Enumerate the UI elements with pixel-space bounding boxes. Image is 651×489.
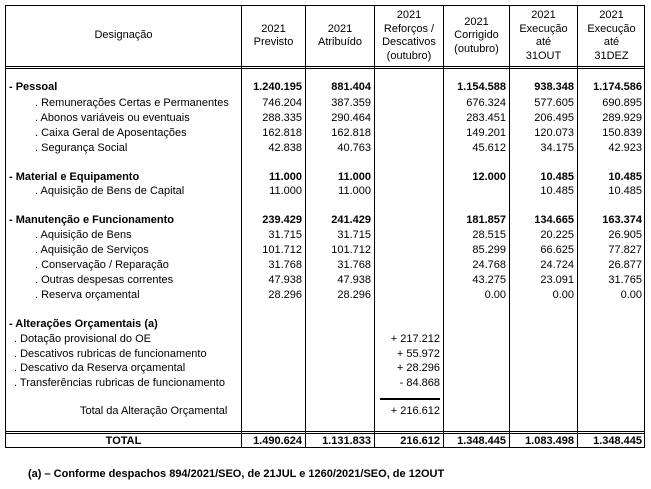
row-value-prev: 42.838 [268, 142, 302, 154]
row-value-eout: 10.485 [540, 185, 574, 197]
row-value-atrib: 31.715 [337, 229, 371, 241]
row-value-eout: 20.225 [540, 229, 574, 241]
footnote: (a) – Conforme despachos 894/2021/SEO, de 21JUL e 1260/2021/SEO, de 12OUT [28, 468, 445, 480]
row-value-eout: 0.00 [552, 289, 574, 301]
row-label: . Conservação / Reparação [35, 259, 169, 271]
row-value-corr: 1.154.588 [457, 81, 506, 93]
sum-underline [380, 398, 440, 400]
row-value-corr: 12.000 [472, 171, 506, 183]
row-value-edez: 690.895 [602, 97, 642, 109]
header-corrigido: 2021 Corrigido (outubro) [454, 15, 499, 55]
row-value-prev: 746.204 [262, 97, 302, 109]
header-execucao-out: 2021 Execução até 31OUT [519, 9, 568, 62]
row-value-atrib: 31.768 [337, 259, 371, 271]
row-value-prev: 1.240.195 [253, 81, 302, 93]
row-label: . Caixa Geral de Aposentações [35, 127, 187, 139]
total-execucao-dez: 1.348.445 [593, 435, 642, 447]
row-value-prev: 47.938 [268, 274, 302, 286]
row-value-ref: + 217.212 [390, 333, 440, 345]
row-value-prev: 31.768 [268, 259, 302, 271]
row-value-eout: 34.175 [540, 142, 574, 154]
row-label: . Outras despesas correntes [35, 274, 174, 286]
row-value-edez: 0.00 [620, 289, 642, 301]
row-value-atrib: 47.938 [337, 274, 371, 286]
row-value-atrib: 387.359 [331, 97, 371, 109]
row-value-corr: 45.612 [472, 142, 506, 154]
row-value-prev: 11.000 [269, 185, 302, 197]
row-label: . Segurança Social [35, 142, 128, 154]
row-value-eout: 24.724 [540, 259, 574, 271]
row-value-edez: 10.485 [608, 171, 642, 183]
row-label: - Alterações Orçamentais (a) [9, 318, 158, 330]
row-label: - Material e Equipamento [9, 171, 140, 183]
row-value-edez: 77.827 [608, 244, 642, 256]
total-divider [5, 431, 645, 432]
row-value-ref: + 216.612 [390, 405, 440, 417]
row-value-edez: 10.485 [608, 185, 642, 197]
row-value-prev: 31.715 [268, 229, 302, 241]
row-value-atrib: 162.818 [331, 127, 371, 139]
row-value-atrib: 101.712 [331, 244, 371, 256]
row-value-atrib: 40.763 [337, 142, 371, 154]
row-value-ref: - 84.868 [399, 377, 440, 389]
row-value-eout: 134.665 [534, 214, 574, 226]
row-label: . Aquisição de Bens [35, 229, 132, 241]
row-value-ref: + 28.296 [396, 362, 440, 374]
row-label: . Descativo da Reserva orçamental [14, 362, 186, 374]
row-value-edez: 150.839 [602, 127, 642, 139]
row-value-eout: 938.348 [534, 81, 574, 93]
header-previsto: 2021 Previsto [253, 22, 294, 48]
row-value-prev: 101.712 [262, 244, 302, 256]
row-label: Total da Alteração Orçamental [80, 405, 228, 417]
row-value-prev: 239.429 [262, 214, 302, 226]
row-label: . Abonos variáveis ou eventuais [35, 112, 190, 124]
row-value-atrib: 881.404 [331, 81, 371, 93]
row-value-corr: 85.299 [472, 244, 506, 256]
row-value-atrib: 241.429 [331, 214, 371, 226]
row-label: . Aquisição de Bens de Capital [35, 185, 185, 197]
row-label: . Transferências rubricas de funcionamento [14, 377, 225, 389]
row-value-eout: 10.485 [540, 171, 574, 183]
row-value-prev: 28.296 [268, 289, 302, 301]
row-value-ref: + 55.972 [396, 348, 440, 360]
row-label: - Pessoal [9, 81, 58, 93]
row-value-prev: 162.818 [262, 127, 302, 139]
total-execucao-out: 1.083.498 [525, 435, 574, 447]
row-value-corr: 283.451 [466, 112, 506, 124]
row-value-eout: 120.073 [534, 127, 574, 139]
row-label: - Manutenção e Funcionamento [9, 214, 175, 226]
row-value-atrib: 290.464 [331, 112, 371, 124]
row-value-edez: 289.929 [602, 112, 642, 124]
header-execucao-dez: 2021 Execução até 31DEZ [587, 9, 636, 62]
row-value-edez: 26.905 [608, 229, 642, 241]
row-label: . Reserva orçamental [35, 289, 140, 301]
row-label: . Descativos rubricas de funcionamento [14, 348, 207, 360]
row-value-prev: 11.000 [268, 171, 302, 183]
header-divider [5, 66, 645, 67]
row-value-edez: 1.174.586 [593, 81, 642, 93]
row-label: . Dotação provisional do OE [14, 333, 151, 345]
row-value-corr: 43.275 [472, 274, 506, 286]
row-value-edez: 31.765 [608, 274, 642, 286]
row-value-edez: 163.374 [602, 214, 642, 226]
row-value-corr: 181.857 [466, 214, 506, 226]
row-value-eout: 206.495 [534, 112, 574, 124]
total-atribuido: 1.131.833 [322, 435, 371, 447]
row-value-edez: 26.877 [608, 259, 642, 271]
total-label: TOTAL [105, 435, 142, 447]
row-value-corr: 149.201 [466, 127, 506, 139]
header-designacao: Designação [94, 29, 153, 42]
total-reforcos: 216.612 [400, 435, 440, 447]
header-divider [5, 68, 645, 69]
total-previsto: 1.490.624 [253, 435, 302, 447]
row-label: . Remunerações Certas e Permanentes [35, 97, 229, 109]
row-label: . Aquisição de Serviços [35, 244, 149, 256]
row-value-eout: 577.605 [534, 97, 574, 109]
row-value-atrib: 11.000 [338, 185, 371, 197]
header-atribuido: 2021 Atribuído [317, 22, 363, 48]
row-value-atrib: 11.000 [337, 171, 371, 183]
row-value-corr: 0.00 [484, 289, 506, 301]
row-value-atrib: 28.296 [337, 289, 371, 301]
row-value-edez: 42.923 [608, 142, 642, 154]
header-reforcos: 2021 Reforços / Descativos (outubro) [382, 9, 436, 62]
row-value-prev: 288.335 [262, 112, 302, 124]
row-value-corr: 28.515 [472, 229, 506, 241]
row-value-corr: 24.768 [472, 259, 506, 271]
row-value-eout: 66.625 [540, 244, 574, 256]
row-value-corr: 676.324 [466, 97, 506, 109]
row-value-eout: 23.091 [540, 274, 574, 286]
total-corrigido: 1.348.445 [457, 435, 506, 447]
